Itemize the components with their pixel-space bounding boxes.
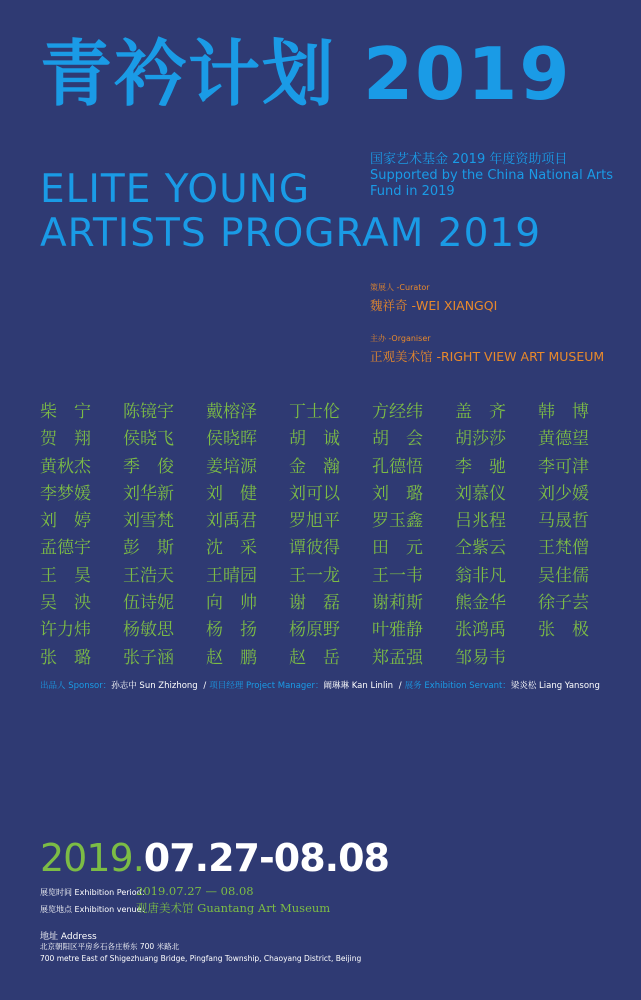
curator-label: 策展人 -Curator xyxy=(370,283,430,292)
credits-separator: / xyxy=(203,681,207,691)
organiser-label: 主办 -Organiser xyxy=(370,334,431,343)
artist-name: 季 俊 xyxy=(123,456,174,477)
artist-name: 沈 采 xyxy=(206,538,257,559)
artist-name: 侯晓飞 xyxy=(123,429,174,450)
artist-name: 刘 健 xyxy=(206,483,257,504)
artist-name: 谢 磊 xyxy=(289,593,340,614)
artist-name: 张鸿禹 xyxy=(455,620,506,641)
artist-name: 罗玉鑫 xyxy=(372,511,423,532)
artist-name: 翁非凡 xyxy=(455,565,506,586)
artist-name: 叶雅静 xyxy=(372,620,423,641)
artist-name: 刘华新 xyxy=(123,483,174,504)
artist-name: 马晟哲 xyxy=(538,511,589,532)
artist-name: 刘慕仪 xyxy=(455,483,506,504)
support-line-en-1: Supported by the China National Arts xyxy=(370,168,613,183)
artist-name: 孟德宇 xyxy=(40,538,91,559)
artist-name: 郑孟强 xyxy=(372,647,423,668)
artist-name: 王 昊 xyxy=(40,565,91,586)
date-range: 07.27-08.08 xyxy=(143,836,389,880)
artist-name: 谢莉斯 xyxy=(372,593,423,614)
exhibition-period-value: 2019.07.27 — 08.08 xyxy=(136,884,254,898)
exhibition-venue-value: 观唐美术馆 Guantang Art Museum xyxy=(136,901,331,915)
project-manager-name: 阚琳琳 Kan Linlin xyxy=(323,681,394,691)
artist-name: 黄德望 xyxy=(538,429,589,450)
artist-name: 盖 齐 xyxy=(455,402,506,422)
credits-separator: / xyxy=(398,681,402,691)
artist-name: 贺 翔 xyxy=(40,429,91,450)
artist-name: 金 瀚 xyxy=(289,456,340,477)
artist-name: 徐子芸 xyxy=(538,593,589,614)
artist-name: 韩 博 xyxy=(538,402,589,422)
artist-name: 赵 岳 xyxy=(289,647,340,668)
artist-name: 胡 会 xyxy=(372,429,423,450)
english-title-line1: ELITE YOUNG xyxy=(40,167,311,212)
artist-name: 吕兆程 xyxy=(455,511,506,532)
artist-name: 张子涵 xyxy=(123,647,174,668)
english-title-line2: ARTISTS PROGRAM 2019 xyxy=(40,211,542,256)
artist-name: 王一龙 xyxy=(289,565,340,586)
artist-name: 伍诗妮 xyxy=(123,593,174,614)
poster-title: 青衿计划 2019 xyxy=(40,32,572,116)
artist-name: 赵 鹏 xyxy=(206,647,257,668)
artist-name: 邹易韦 xyxy=(455,647,506,668)
artist-name: 向 帅 xyxy=(206,593,257,614)
address-english: 700 metre East of Shigezhuang Bridge, Pingfang Township, Chaoyang District, Beijing xyxy=(40,954,362,963)
artist-name: 孔德悟 xyxy=(372,456,423,477)
artist-name: 刘 璐 xyxy=(372,483,423,504)
artist-name: 李梦媛 xyxy=(40,483,91,504)
artist-name: 张 璐 xyxy=(40,647,91,668)
exhibition-servant-label: 展务 Exhibition Servant： xyxy=(404,681,511,691)
artist-name: 李 驰 xyxy=(455,456,506,477)
artist-name: 方经纬 xyxy=(372,402,423,422)
artist-name: 许力炜 xyxy=(40,620,91,641)
artist-name: 田 元 xyxy=(372,538,423,559)
curator-name: 魏祥奇 -WEI XIANGQI xyxy=(370,298,498,313)
artist-name: 刘可以 xyxy=(289,483,340,504)
exhibition-dates-headline xyxy=(40,836,389,880)
artist-name: 王梵僧 xyxy=(538,538,589,559)
artist-name: 刘 婷 xyxy=(40,511,91,532)
artist-name: 姜培源 xyxy=(206,456,257,477)
artist-name: 胡 诚 xyxy=(289,429,340,450)
artist-name: 罗旭平 xyxy=(289,511,340,532)
exhibition-venue-label: 展览地点 Exhibition venue： xyxy=(40,905,150,914)
artist-name: 王浩天 xyxy=(123,565,174,586)
artist-name: 王一韦 xyxy=(372,565,423,586)
artist-name: 刘雪梵 xyxy=(123,511,174,532)
address-label: 地址 Address xyxy=(40,932,97,942)
exhibition-servant-name: 梁炎松 Liang Yansong xyxy=(510,681,600,691)
sponsor-name: 孙志中 Sun Zhizhong xyxy=(111,681,198,691)
artist-name: 熊金华 xyxy=(455,593,506,614)
artist-name: 丁士伦 xyxy=(289,402,340,422)
artist-name: 李可津 xyxy=(538,456,589,477)
artist-name: 吴 泱 xyxy=(40,593,91,614)
artist-name: 刘少媛 xyxy=(538,483,589,504)
artist-name: 张 极 xyxy=(538,620,589,641)
artist-name: 侯晓晖 xyxy=(206,429,257,450)
exhibition-venue-row xyxy=(40,900,330,916)
address-chinese: 北京朝阳区平房乡石各庄桥东 700 米路北 xyxy=(40,942,180,951)
artist-name: 刘禹君 xyxy=(206,511,257,532)
artist-name: 王晴园 xyxy=(206,565,257,586)
exhibition-period-label: 展览时间 Exhibition Period： xyxy=(40,888,150,897)
sponsor-label: 出品人 Sponsor： xyxy=(40,681,112,691)
date-year: 2019. xyxy=(40,836,144,880)
artist-name: 柴 宁 xyxy=(40,402,91,422)
credits-line xyxy=(40,679,600,691)
artist-name: 彭 斯 xyxy=(123,538,174,559)
artist-name: 黄秋杰 xyxy=(40,456,91,477)
support-line-cn: 国家艺术基金 2019 年度资助项目 xyxy=(370,152,568,167)
support-line-en-2: Fund in 2019 xyxy=(370,184,455,199)
exhibition-period-row xyxy=(40,884,254,898)
english-title xyxy=(40,168,541,256)
organiser-name: 正观美术馆 -RIGHT VIEW ART MUSEUM xyxy=(370,349,605,364)
artist-name: 陈镜宇 xyxy=(123,402,174,422)
artist-name: 杨 扬 xyxy=(206,620,257,641)
artist-name: 谭彼得 xyxy=(289,538,340,559)
artist-name: 仝紫云 xyxy=(455,538,506,559)
artist-name: 杨原野 xyxy=(289,620,340,641)
artist-name: 杨敏思 xyxy=(123,620,174,641)
artist-list xyxy=(40,397,610,670)
artist-name: 胡莎莎 xyxy=(455,429,506,450)
project-manager-label: 项目经理 Project Manager： xyxy=(209,681,324,691)
artist-name: 吴佳儒 xyxy=(538,565,589,586)
artist-name: 戴榕泽 xyxy=(206,402,257,422)
